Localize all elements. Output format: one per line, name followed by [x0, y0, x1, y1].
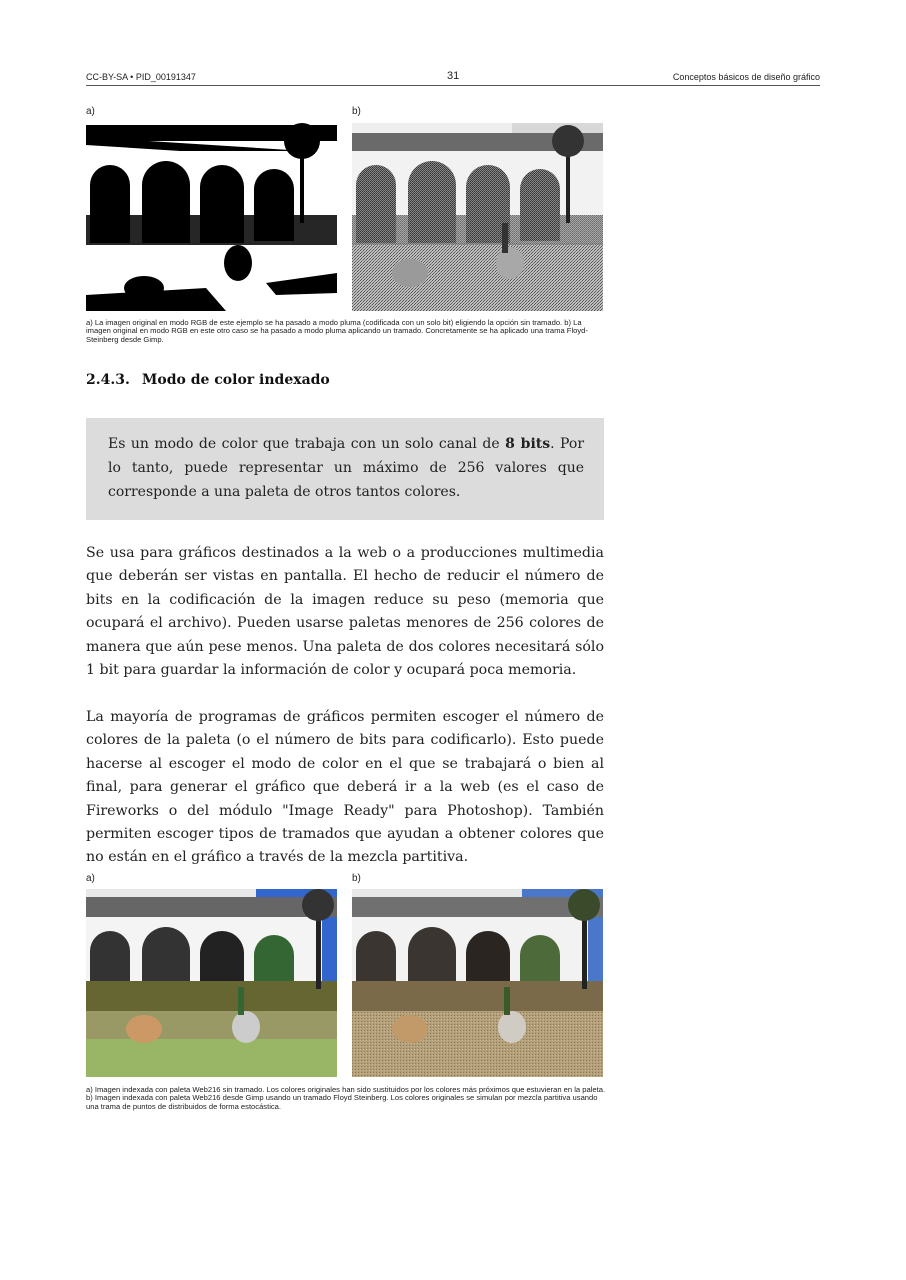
section-title: Modo de color indexado	[141, 372, 330, 388]
figure2-caption: a) Imagen indexada con paleta Web216 sin tramado. Los colores originales han sido sustituidos por los colores más próximos que estuvieran en la paleta. b) Imagen indexada con paleta Web216 desde Gimp usando un tramado Floyd Steinberg. Los colores originales se simulan por mezcla partitiva usando una trama de puntos de distribuidos de forma estocástica.	[86, 1085, 606, 1111]
header-left-text: CC-BY-SA • PID_00191347	[86, 72, 196, 82]
figure2-label-b: b)	[352, 873, 361, 884]
section-number: 2.4.3.	[86, 372, 130, 388]
figure2-image-b-indexed-dithered	[352, 889, 603, 1077]
figure1-label-b: b)	[352, 106, 361, 117]
section-heading	[86, 372, 330, 388]
page-number: 31	[447, 70, 460, 82]
body-paragraph-1: Se usa para gráficos destinados a la web o a producciones multimedia que deberán ser vistas en pantalla. El hecho de reducir el número de bits en la codificación de la imagen reduce su peso (memoria que ocupará el archivo). Pueden usarse paletas menores de 256 colores de manera que aún pese menos. Una paleta de dos colores necesitará sólo 1 bit para guardar la información de color y ocupará poca memoria.	[86, 545, 604, 679]
definition-callout	[86, 418, 604, 520]
callout-text	[108, 432, 584, 504]
figure2-image-a-indexed	[86, 889, 337, 1077]
figure1-image-b-dithered	[352, 123, 603, 311]
callout-bold-8-bits: 8 bits	[505, 436, 551, 452]
callout-text-before: Es un modo de color que trabaja con un solo canal de	[108, 436, 506, 452]
figure2-label-a: a)	[86, 873, 95, 884]
figure1-caption: a) La imagen original en modo RGB de este ejemplo se ha pasado a modo pluma (codificada con un solo bit) eligiendo la opción sin tramado. b) La imagen original en modo RGB en este otro caso se ha pasado a modo pluma aplicando un tramado. Concretamente se ha aplicado una trama Floyd-Steinberg desde Gimp.	[86, 318, 588, 344]
figure1-label-a: a)	[86, 106, 95, 117]
header-right-text: Conceptos básicos de diseño gráfico	[672, 72, 820, 82]
header-rule	[86, 85, 820, 86]
callout-text-after: . Por lo tanto, puede representar un máximo de 256 valores que corresponde a una paleta de otros tantos colores.	[108, 436, 585, 500]
body-paragraph-2: La mayoría de programas de gráficos permiten escoger el número de colores de la paleta (o el número de bits para codificarlo). Esto puede hacerse al escoger el modo de color en el que se trabajará o bien al final, para generar el gráfico que deberá ir a la web (es el caso de Fireworks o del módulo "Image Ready" para Photoshop). También permiten escoger tipos de tramados que ayudan a obtener colores que no están en el gráfico a través de la mezcla partitiva.	[86, 709, 604, 866]
figure1-image-a-bw	[86, 123, 337, 311]
